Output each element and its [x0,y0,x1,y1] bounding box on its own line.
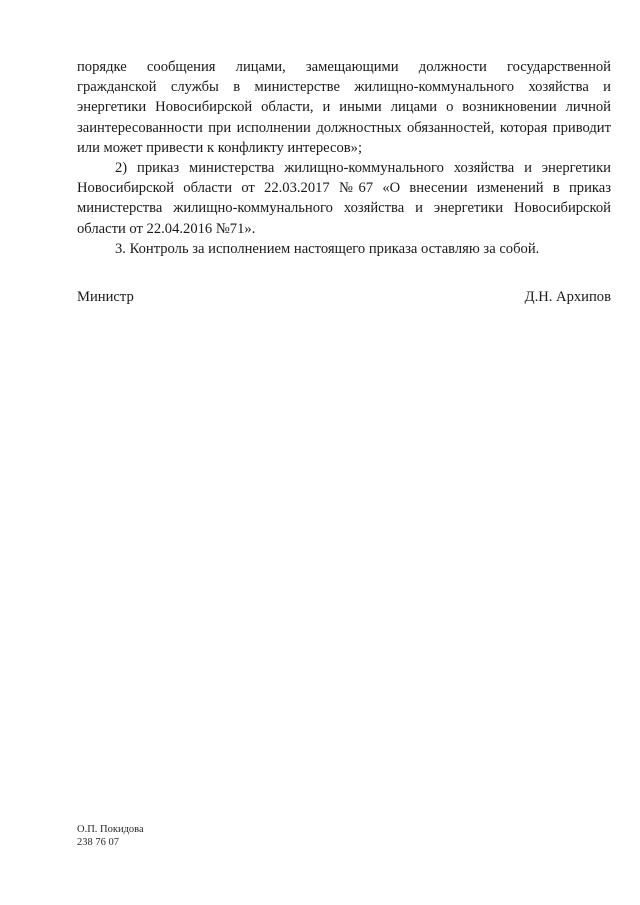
signatory-position: Министр [77,289,134,305]
executor-name: О.П. Покидова [77,824,144,835]
signature-block [77,287,611,307]
executor-phone: 238 76 07 [77,837,119,848]
paragraph-item-3: 3. Контроль за исполнением настоящего приказа оставляю за собой. [115,240,540,257]
document-body [77,57,611,259]
paragraph-continuation: порядке сообщения лицами, замещающими должности государственной гражданской службы в министерстве жилищно-коммунального хозяйства и энергетики Новосибирской области, и иными лицами о возникновении личной заинтересованности при исполнении должностных обязанностей, которая приводит или может привести к конфликту интересов»; [77,59,611,156]
signatory-name: Д.Н. Архипов [524,289,611,305]
paragraph-item-2: 2) приказ министерства жилищно-коммунального хозяйства и энергетики Новосибирской области от 22.03.2017 №67 «О внесении изменений в приказ министерства жилищно-коммунального хозяйства и энергетики Новосибирской области от 22.04.2016 №71». [77,160,611,237]
executor-footer [77,823,144,849]
